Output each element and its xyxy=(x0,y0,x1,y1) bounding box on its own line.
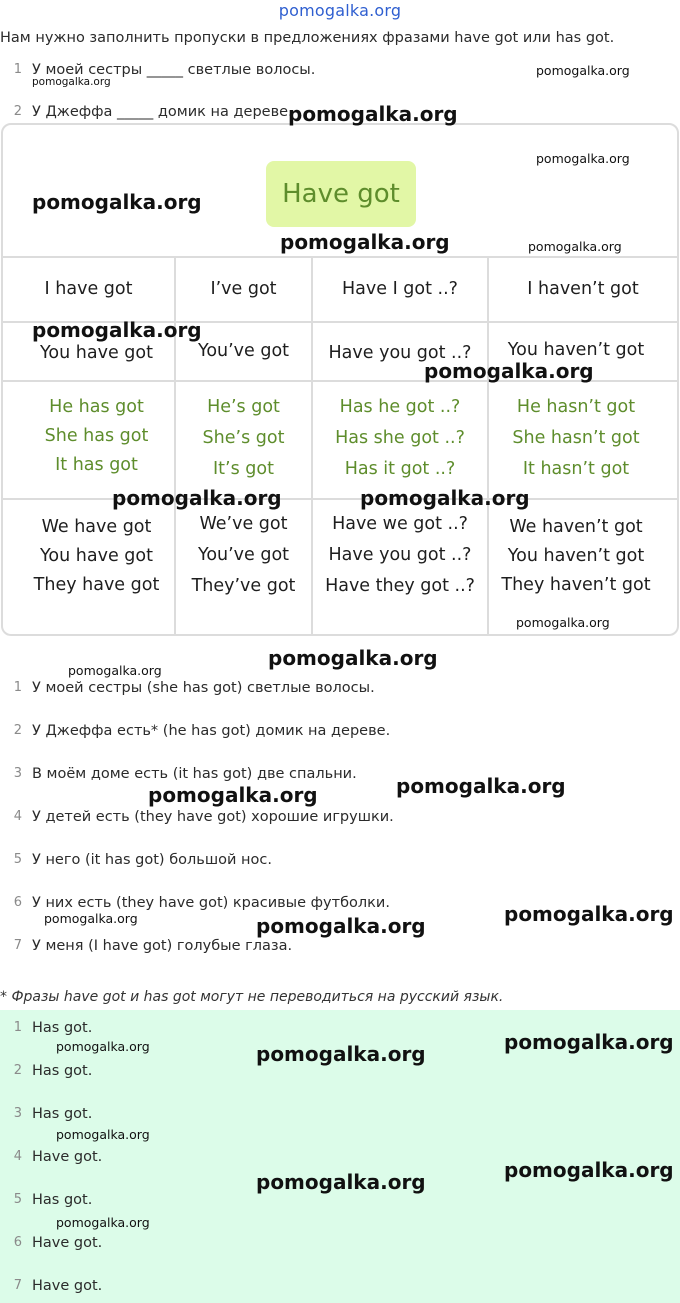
item-text: У меня (I have got) голубые глаза. xyxy=(32,938,293,954)
item-text: У моей сестры _____ светлые волосы. xyxy=(32,62,316,78)
item-text: Has got. xyxy=(32,1063,93,1079)
watermark: pomogalka.org xyxy=(256,1042,426,1066)
watermark: pomogalka.org xyxy=(256,914,426,938)
item-text: У детей есть (they have got) хорошие игрушки. xyxy=(32,809,394,825)
item-number: 6 xyxy=(13,1235,22,1250)
watermark: pomogalka.org xyxy=(148,783,318,807)
item-text: У моей сестры (she has got) светлые волосы. xyxy=(32,680,375,696)
item-text: У Джеффа есть* (he has got) домик на дереве. xyxy=(32,723,391,739)
watermark: pomogalka.org xyxy=(56,1127,150,1142)
list-item xyxy=(0,809,680,829)
table-cell: Has he got ..? Has she got ..? Has it got ..? xyxy=(335,397,465,479)
table-cell: You’ve got xyxy=(197,341,290,361)
item-text: Has got. xyxy=(32,1106,93,1122)
item-text: Has got. xyxy=(32,1192,93,1208)
table-cell: I have got xyxy=(44,279,133,299)
watermark: pomogalka.org xyxy=(288,102,458,126)
item-number: 2 xyxy=(13,1063,22,1078)
item-number: 4 xyxy=(13,809,22,824)
answer-item xyxy=(0,1106,680,1126)
list-item xyxy=(0,680,680,700)
item-number: 2 xyxy=(13,104,22,119)
watermark: pomogalka.org xyxy=(516,615,610,630)
table-cell: You haven’t got xyxy=(507,340,645,360)
item-text: Has got. xyxy=(32,1020,93,1036)
watermark: pomogalka.org xyxy=(56,1039,150,1054)
table-cell: You have got xyxy=(40,343,153,363)
table-cell: Have we got ..? Have you got ..? Have they got ..? xyxy=(325,514,475,596)
watermark: pomogalka.org xyxy=(536,151,630,166)
watermark: pomogalka.org xyxy=(56,1215,150,1230)
item-number: 5 xyxy=(13,852,22,867)
answer-item xyxy=(0,1235,680,1255)
table-cell: We’ve got You’ve got They’ve got xyxy=(191,514,296,596)
table-cell: Have I got ..? xyxy=(342,279,458,299)
item-number: 7 xyxy=(13,938,22,953)
list-item xyxy=(0,766,680,786)
watermark: pomogalka.org xyxy=(44,911,138,926)
item-text: У них есть (they have got) красивые футболки. xyxy=(32,895,390,911)
watermark: pomogalka.org xyxy=(280,230,450,254)
item-number: 7 xyxy=(13,1278,22,1293)
table-cell: We have got You have got They have got xyxy=(33,517,160,595)
grammar-title-badge: Have got xyxy=(266,161,416,227)
watermark: pomogalka.org xyxy=(536,63,630,78)
watermark: pomogalka.org xyxy=(424,359,594,383)
item-text: Have got. xyxy=(32,1235,103,1251)
list-item xyxy=(0,938,680,958)
watermark: pomogalka.org xyxy=(32,190,202,214)
row-divider xyxy=(3,256,677,258)
table-cell: I’ve got xyxy=(210,279,277,299)
table-cell: We haven’t got You haven’t got They haven’t got xyxy=(501,517,651,595)
item-text: Have got. xyxy=(32,1278,103,1294)
list-item xyxy=(0,852,680,872)
footnote: * Фразы have got и has got могут не переводиться на русский язык. xyxy=(0,989,504,1005)
watermark: pomogalka.org xyxy=(268,646,438,670)
watermark: pomogalka.org xyxy=(504,1030,674,1054)
item-number: 3 xyxy=(13,766,22,781)
item-text: У него (it has got) большой нос. xyxy=(32,852,272,868)
table-cell: Have you got ..? xyxy=(328,343,472,363)
answer-item xyxy=(0,1063,680,1083)
task-statement: Нам нужно заполнить пропуски в предложениях фразами have got или has got. xyxy=(0,30,615,46)
item-number: 3 xyxy=(13,1106,22,1121)
item-number: 1 xyxy=(13,62,22,77)
item-number: 1 xyxy=(13,680,22,695)
watermark: pomogalka.org xyxy=(504,1158,674,1182)
watermark: pomogalka.org xyxy=(256,1170,426,1194)
site-header-logo[interactable]: pomogalka.org xyxy=(278,1,402,20)
answer-item xyxy=(0,1192,680,1212)
list-item xyxy=(0,723,680,743)
item-text: В моём доме есть (it has got) две спальни. xyxy=(32,766,357,782)
table-cell: He hasn’t got She hasn’t got It hasn’t got xyxy=(512,397,640,479)
row-divider xyxy=(3,498,677,500)
watermark: pomogalka.org xyxy=(528,239,622,254)
answer-item xyxy=(0,1278,680,1298)
watermark: pomogalka.org xyxy=(68,663,162,678)
table-cell: He’s got She’s got It’s got xyxy=(202,397,285,479)
item-number: 6 xyxy=(13,895,22,910)
watermark: pomogalka.org xyxy=(396,774,566,798)
watermark: pomogalka.org xyxy=(504,902,674,926)
table-cell: He has got She has got It has got xyxy=(44,397,149,475)
watermark: pomogalka.org xyxy=(112,486,282,510)
table-cell: I haven’t got xyxy=(527,279,639,299)
watermark: pomogalka.org xyxy=(360,486,530,510)
item-number: 4 xyxy=(13,1149,22,1164)
watermark: pomogalka.org xyxy=(32,318,202,342)
item-number: 1 xyxy=(13,1020,22,1035)
item-text: Have got. xyxy=(32,1149,103,1165)
item-number: 2 xyxy=(13,723,22,738)
watermark: pomogalka.org xyxy=(32,76,111,88)
item-text: У Джеффа _____ домик на дереве. xyxy=(32,104,293,120)
item-number: 5 xyxy=(13,1192,22,1207)
